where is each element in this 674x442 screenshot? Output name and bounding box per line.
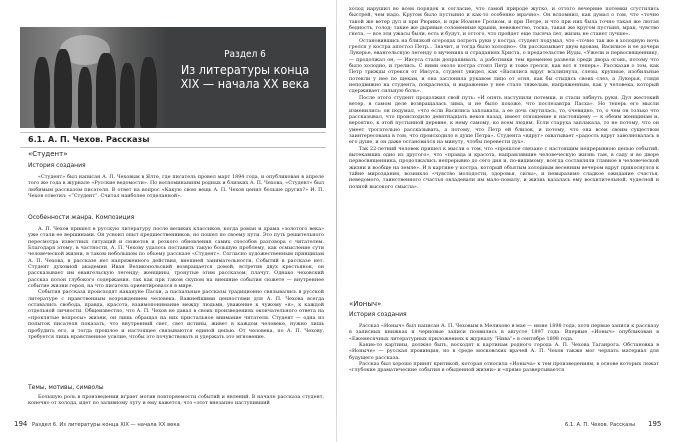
banner-photo (20, 27, 168, 128)
divider (20, 147, 326, 148)
themes-text: Большую роль в произведении играет мотив повторяемости событий и явлений. В начале рассказа студент, конечно от холода, идет по заливному лугу и ему кажется, что «этот внезапно наступивший (28, 394, 324, 407)
divider (20, 132, 326, 133)
right-page (337, 0, 674, 442)
section-title: Из литературы конца XIX — начала XX века (180, 62, 310, 91)
story-title: «Студент» (28, 150, 68, 158)
page-number: 194 (14, 420, 28, 428)
ionych-history-text: Рассказ «Ионыч» был написан А. П. Чеховым в Мелихово в мае — июне 1898 года, хотя первые записи к рассказу в записных книжках и черновые записи появились в августе 1897 года. Впервые «Ионыч» опубликован в «Ежемесячных литературных приложениях к журналу “Нива”» в сентябре 1898 года. Какие-то картины, должно быть, восходят к картинам родного города А. П. Чехова Таганрога. Обстановка в «Ионыче» — русская провинция, но в среде московских врачей А. П. Чехов также мог черпать материал для будущего рассказа. Рассказ был хорошо принят критикой, которая относила «Ионыча» к тем произведениям, в основе которых лежат «глубокие драматические события в обыденной жизни» и «прямо развертывается (349, 323, 659, 374)
section-number: Раздел 6 (224, 49, 266, 60)
running-footer: Раздел 6. Из литературы конца XIX — начала XX века (32, 422, 180, 428)
running-footer: 6.1. А. П. Чехов. Рассказы (565, 422, 636, 428)
subsection-label: История создания (28, 162, 86, 169)
body-text: холод нарушил во всем порядок и согласие, что самой природе жутко, и оттого вечерние потемки сгустились быстрей, чем надо. Кругом было пустынно и как-то особенно мрачно». Он вспомнил, как думал о том, что «точно такой же ветер дул и при Рюрике, и при Иоанне Грозном, и при Петре, и что при них была точно такая же лютая бедность, голод; такие же дырявые соломенные крыши, невежество, тоска, такая же кругом пустыня, мрак, чувство гнета, — все эти ужасы были, есть и будут, и оттого, что пройдет еще тысяча лет, жизнь не станет лучше». Остановившись на близкой огородах погреть руки у костра, студент подумал, что «точно так же в холодную ночь грелся у костра апостол Петр... Значит, и тогда было холодно». Он рассказывает двум вдовам, Василисе и ее дочери Лукерье, евангельскую легенду о мучениях и страданиях Христа, о предательстве Иуды, «Ужели и первосвященнику, — продолжал он, — Иисуса стали допрашивать, а работники тем временем развели среди двора огонь, потому что было холодно, и грелись. С ними около костра стоял Петр и тоже грелся, как вот я теперь». Рассказав о том, как Петр трижды отрекся от Иисуса, студент увидел, как «Василиса вдруг всхлипнула, слезы, крупные, изобильные потекли у нее по щекам, и она заслонила рукавом лицо от огня, как бы стыдясь своих слез, а Лукерья, глядя неподвижно на студента, покраснела, и выражение у нее стало тяжелым, напряженным, как у человека, который сдерживает сильную боль». После этого студент продолжил свой путь: «И опять наступили потемки, и стали зябнуть руки. Дул жестокий ветер, в самом деле возвращалась зима, и не было похоже, что послезавтра Пасха». Но теперь его мысли изменились: он подумал, «что если Василиса заплакала, а ее дочь смутилась, то, очевидно, то, о чем он только что рассказывал, что происходило девятнадцать веков назад, имеет отношение к настоящему — к обеим женщинам и, вероятно, к этой пустынной деревне, к нему самому, ко всем людям. Если старуха заплакала, то не потому, что он умеет трогательно рассказывать, а потому, что Петр ей близок, и потому, что она всем своим существом заинтересована в том, что происходило в душе Петра». Студента «вдруг» охватывает «радость вдруг заволновалась в его душе, и он даже остановился на минуту, чтобы перевести дух». Так 22-летний человек пришел к мысли о том, что «прошлое связано с настоящим непрерывною цепью событий, вытекавших одно из другого», что «правда и красота, направлявшие человеческую жизнь там, в саду и во дворе первосвященника, продолжались непрерывно до сего дня и, по-видимому, всегда составляли главное в человеческой жизни и вообще на земле». И в картине у костра, который объятым холодным весенним вечером вдруг прикоснулся к тайне мироздания, возникло «чувство молодости, здоровья, силы», и невыразимо сладкое ожидание счастья, неведомого, таинственного счастья овладевали им мало-помалу, и жизнь казалась ему восхитительной, чудесной и полной высокого смысла». (349, 6, 659, 190)
genre-text: А. П. Чехов пришел в русскую литературу после великих классиков, когда роман и драма «золотого века» уже стали ее вершинами. Он усвоил опыт предшественников, но пошел по своему пути. Это путь решительного пересмотра известных ситуаций и сюжетов и резкого обновления самих способов разговора с читателем. Благодаря этому, в частности, А. П. Чехову удалось поставить такую большую проблему, как осмысление сути человеческой жизни, в таком небольшом по объему рассказе «Студент». Согласно художественным принципам А. П. Чехова, в рассказе нет напряженного действия, внешней занимательности. Событий в рассказе нет. Студент духовной академии Иван Великопольский возвращается домой; встретив двух крестьянок, он рассказывает им евангельскую легенду; женщины, тронутые этим рассказом, плачут. Однако чеховский рассказ полон глубокого содержания, так как при таком скупом на внешние события сюжете — внутреннее событие жизни героя, на что писатель ориентировался в мире. События рассказа происходят накануне Пасхи, а пасхальные рассказы традиционно связывались в русской литературе с нравственным возрождением человека. Важнейшими ценностями для А. П. Чехова всегда оставались свобода, правда, красота, взаимопонимание между людьми, уважение к чужому «я», к каждой отдельной личности. Общеизвестно, что А. П. Чехов не давал в своих произведениях окончательного ответа на «проклятые вопросы» жизни, он лишь обращал на них пристальное внимание читателя. Студент — одна из попыток писателя показать, что внутренний свет, свет истины, живет в каждом человеке, нужно лишь пробудить его, и тогда прошлое и настоящее связываются единой цепью. От человека, по А. П. Чехову, требуется лишь нравственное усилие, чтобы это почувствовать и удержать это мгновение. (28, 226, 324, 340)
story-title: «Ионыч» (349, 300, 382, 308)
page-number: 195 (648, 420, 662, 428)
banner-title (170, 49, 320, 91)
subsection-label: История создания (349, 311, 407, 318)
history-text: «Студент» был написан А. П. Чеховым в Ялте, где писатель провел март 1894 года, и опубликован в апреле того же года в журнале «Русские ведомости». По воспоминаниям родных и близких А. П. Чехова, «Студент» был любимым рассказом писателя. В ответ на вопрос «Какую свою вещь А. П. Чехов ценил больше других?» И. П. Чехов ответил: «“Студент”. Считал наиболее отделанной». (28, 174, 324, 200)
chapter-heading: 6.1. А. П. Чехов. Рассказы (28, 135, 150, 144)
subsection-label: Особенности жанра. Композиция (28, 214, 135, 221)
subsection-label: Темы, мотивы, символы (28, 384, 104, 391)
section-banner (20, 27, 326, 128)
